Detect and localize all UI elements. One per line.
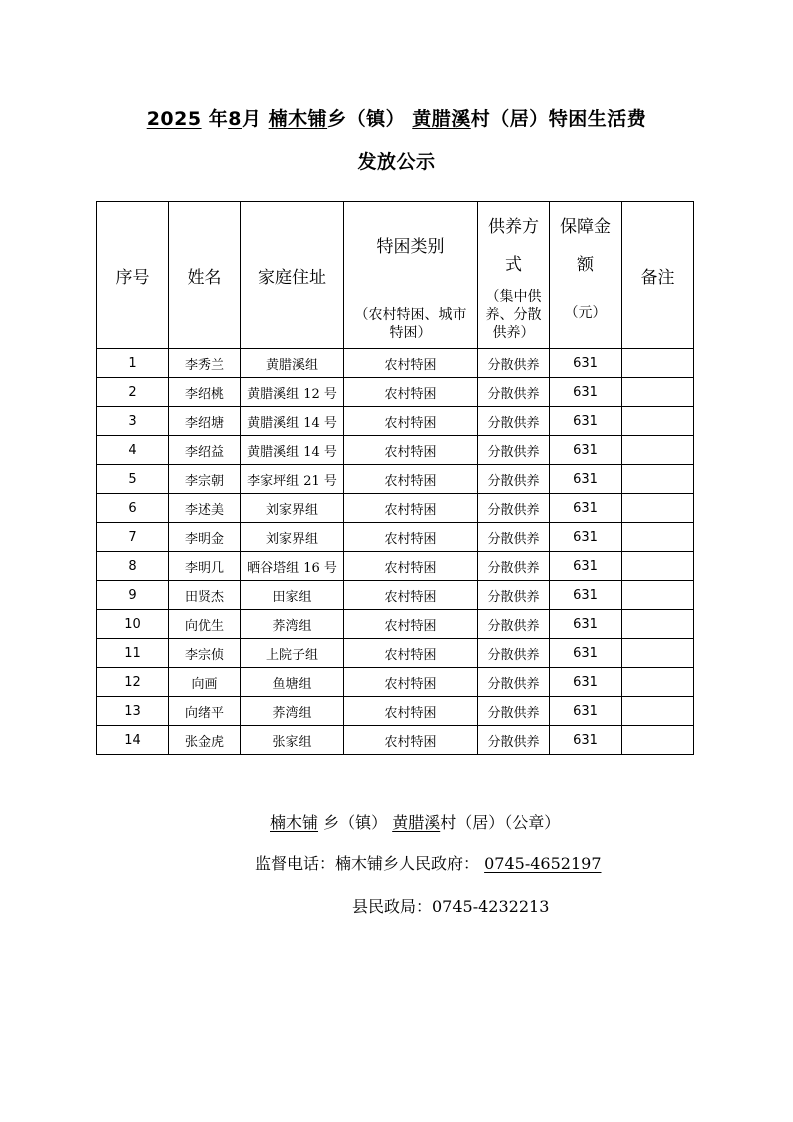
header-address: 家庭住址 bbox=[241, 202, 344, 349]
cell-address: 田家组 bbox=[241, 581, 344, 610]
cell-category: 农村特困 bbox=[344, 349, 478, 378]
cell-address: 黄腊溪组 12 号 bbox=[241, 378, 344, 407]
table-row bbox=[97, 465, 694, 494]
header-name: 姓名 bbox=[169, 202, 241, 349]
footer-township-suffix: 乡（镇） bbox=[318, 813, 388, 832]
cell-note bbox=[622, 697, 694, 726]
table-row bbox=[97, 668, 694, 697]
cell-index: 14 bbox=[97, 726, 169, 755]
cell-address: 李家坪组 21 号 bbox=[241, 465, 344, 494]
footer-bureau: 县民政局：0745-4232213 bbox=[352, 897, 550, 916]
cell-amount: 631 bbox=[550, 639, 622, 668]
header-amount-main: 保障金额 bbox=[560, 217, 611, 275]
cell-support: 分散供养 bbox=[478, 523, 550, 552]
cell-name: 李绍益 bbox=[169, 436, 241, 465]
cell-address: 黄腊溪组 bbox=[241, 349, 344, 378]
cell-category: 农村特困 bbox=[344, 552, 478, 581]
table-row bbox=[97, 552, 694, 581]
cell-support: 分散供养 bbox=[478, 668, 550, 697]
cell-address: 张家组 bbox=[241, 726, 344, 755]
table-row bbox=[97, 523, 694, 552]
header-support-sub: （集中供养、分散供养） bbox=[485, 289, 542, 341]
cell-amount: 631 bbox=[550, 407, 622, 436]
footer-township: 楠木铺 bbox=[270, 813, 319, 832]
table-header-row bbox=[97, 202, 694, 349]
title-township: 楠木铺 bbox=[268, 108, 328, 130]
cell-index: 3 bbox=[97, 407, 169, 436]
cell-support: 分散供养 bbox=[478, 552, 550, 581]
cell-note bbox=[622, 610, 694, 639]
cell-note bbox=[622, 378, 694, 407]
table-row bbox=[97, 639, 694, 668]
footer-village-suffix: 村（居）（公章） bbox=[440, 813, 561, 832]
table-row bbox=[97, 697, 694, 726]
cell-address: 刘家界组 bbox=[241, 523, 344, 552]
cell-name: 向优生 bbox=[169, 610, 241, 639]
subsidy-table bbox=[96, 201, 694, 755]
cell-category: 农村特困 bbox=[344, 581, 478, 610]
cell-category: 农村特困 bbox=[344, 610, 478, 639]
cell-category: 农村特困 bbox=[344, 639, 478, 668]
cell-address: 荞湾组 bbox=[241, 697, 344, 726]
cell-support: 分散供养 bbox=[478, 349, 550, 378]
title-year: 2025 bbox=[146, 108, 202, 130]
cell-index: 10 bbox=[97, 610, 169, 639]
cell-category: 农村特困 bbox=[344, 378, 478, 407]
cell-amount: 631 bbox=[550, 668, 622, 697]
cell-support: 分散供养 bbox=[478, 610, 550, 639]
cell-note bbox=[622, 465, 694, 494]
hotline-number: 0745-4652197 bbox=[484, 854, 602, 873]
cell-support: 分散供养 bbox=[478, 697, 550, 726]
cell-amount: 631 bbox=[550, 378, 622, 407]
cell-name: 田贤杰 bbox=[169, 581, 241, 610]
cell-support: 分散供养 bbox=[478, 378, 550, 407]
title-month-suffix: 月 bbox=[241, 108, 262, 130]
cell-support: 分散供养 bbox=[478, 407, 550, 436]
header-category-main: 特困类别 bbox=[376, 237, 445, 257]
cell-index: 7 bbox=[97, 523, 169, 552]
title-township-suffix: 乡（镇） bbox=[327, 108, 406, 130]
cell-index: 1 bbox=[97, 349, 169, 378]
cell-name: 李宗侦 bbox=[169, 639, 241, 668]
cell-amount: 631 bbox=[550, 552, 622, 581]
cell-support: 分散供养 bbox=[478, 639, 550, 668]
cell-amount: 631 bbox=[550, 494, 622, 523]
cell-name: 向画 bbox=[169, 668, 241, 697]
title-year-suffix: 年 bbox=[208, 108, 229, 130]
cell-address: 刘家界组 bbox=[241, 494, 344, 523]
title-village: 黄腊溪 bbox=[412, 108, 471, 130]
footer-village: 黄腊溪 bbox=[392, 813, 441, 832]
cell-note bbox=[622, 552, 694, 581]
cell-amount: 631 bbox=[550, 726, 622, 755]
cell-note bbox=[622, 726, 694, 755]
page-title bbox=[0, 104, 793, 131]
header-support-main: 供养方式 bbox=[488, 217, 539, 275]
cell-category: 农村特困 bbox=[344, 494, 478, 523]
cell-amount: 631 bbox=[550, 523, 622, 552]
cell-support: 分散供养 bbox=[478, 494, 550, 523]
cell-note bbox=[622, 668, 694, 697]
cell-support: 分散供养 bbox=[478, 436, 550, 465]
cell-index: 11 bbox=[97, 639, 169, 668]
cell-support: 分散供养 bbox=[478, 581, 550, 610]
cell-category: 农村特困 bbox=[344, 726, 478, 755]
header-support bbox=[478, 202, 550, 349]
table-row bbox=[97, 494, 694, 523]
cell-name: 张金虎 bbox=[169, 726, 241, 755]
cell-note bbox=[622, 349, 694, 378]
cell-note bbox=[622, 639, 694, 668]
cell-name: 向绪平 bbox=[169, 697, 241, 726]
cell-note bbox=[622, 581, 694, 610]
table-row bbox=[97, 349, 694, 378]
cell-name: 李述美 bbox=[169, 494, 241, 523]
table-row bbox=[97, 581, 694, 610]
header-note: 备注 bbox=[622, 202, 694, 349]
cell-category: 农村特困 bbox=[344, 668, 478, 697]
cell-address: 晒谷塔组 16 号 bbox=[241, 552, 344, 581]
cell-note bbox=[622, 523, 694, 552]
cell-address: 上院子组 bbox=[241, 639, 344, 668]
title-month: 8 bbox=[228, 108, 242, 130]
cell-category: 农村特困 bbox=[344, 407, 478, 436]
cell-index: 4 bbox=[97, 436, 169, 465]
cell-index: 8 bbox=[97, 552, 169, 581]
header-amount bbox=[550, 202, 622, 349]
header-category bbox=[344, 202, 478, 349]
cell-amount: 631 bbox=[550, 697, 622, 726]
cell-note bbox=[622, 494, 694, 523]
page-subtitle: 发放公示 bbox=[357, 151, 436, 173]
cell-index: 13 bbox=[97, 697, 169, 726]
table-row bbox=[97, 407, 694, 436]
cell-address: 鱼塘组 bbox=[241, 668, 344, 697]
cell-index: 5 bbox=[97, 465, 169, 494]
cell-name: 李绍桃 bbox=[169, 378, 241, 407]
cell-index: 6 bbox=[97, 494, 169, 523]
header-category-sub: （农村特困、城市特困） bbox=[354, 307, 467, 341]
cell-category: 农村特困 bbox=[344, 697, 478, 726]
cell-name: 李秀兰 bbox=[169, 349, 241, 378]
cell-name: 李宗朝 bbox=[169, 465, 241, 494]
cell-address: 黄腊溪组 14 号 bbox=[241, 436, 344, 465]
header-index: 序号 bbox=[97, 202, 169, 349]
hotline-label: 监督电话：楠木铺乡人民政府： bbox=[255, 854, 480, 873]
cell-address: 黄腊溪组 14 号 bbox=[241, 407, 344, 436]
cell-index: 9 bbox=[97, 581, 169, 610]
cell-index: 2 bbox=[97, 378, 169, 407]
cell-index: 12 bbox=[97, 668, 169, 697]
header-amount-sub: （元） bbox=[564, 305, 607, 321]
cell-name: 李明几 bbox=[169, 552, 241, 581]
cell-amount: 631 bbox=[550, 436, 622, 465]
cell-name: 李明金 bbox=[169, 523, 241, 552]
cell-amount: 631 bbox=[550, 349, 622, 378]
table-row bbox=[97, 610, 694, 639]
cell-support: 分散供养 bbox=[478, 726, 550, 755]
table-row bbox=[97, 726, 694, 755]
footer-hotline bbox=[255, 851, 602, 874]
cell-address: 荞湾组 bbox=[241, 610, 344, 639]
cell-amount: 631 bbox=[550, 465, 622, 494]
cell-category: 农村特困 bbox=[344, 436, 478, 465]
cell-name: 李绍塘 bbox=[169, 407, 241, 436]
table-row bbox=[97, 436, 694, 465]
cell-category: 农村特困 bbox=[344, 465, 478, 494]
cell-amount: 631 bbox=[550, 581, 622, 610]
title-village-suffix: 村（居）特困生活费 bbox=[470, 108, 647, 130]
cell-support: 分散供养 bbox=[478, 465, 550, 494]
cell-note bbox=[622, 407, 694, 436]
footer-seal-line bbox=[270, 810, 560, 833]
cell-note bbox=[622, 436, 694, 465]
table-row bbox=[97, 378, 694, 407]
cell-category: 农村特困 bbox=[344, 523, 478, 552]
cell-amount: 631 bbox=[550, 610, 622, 639]
